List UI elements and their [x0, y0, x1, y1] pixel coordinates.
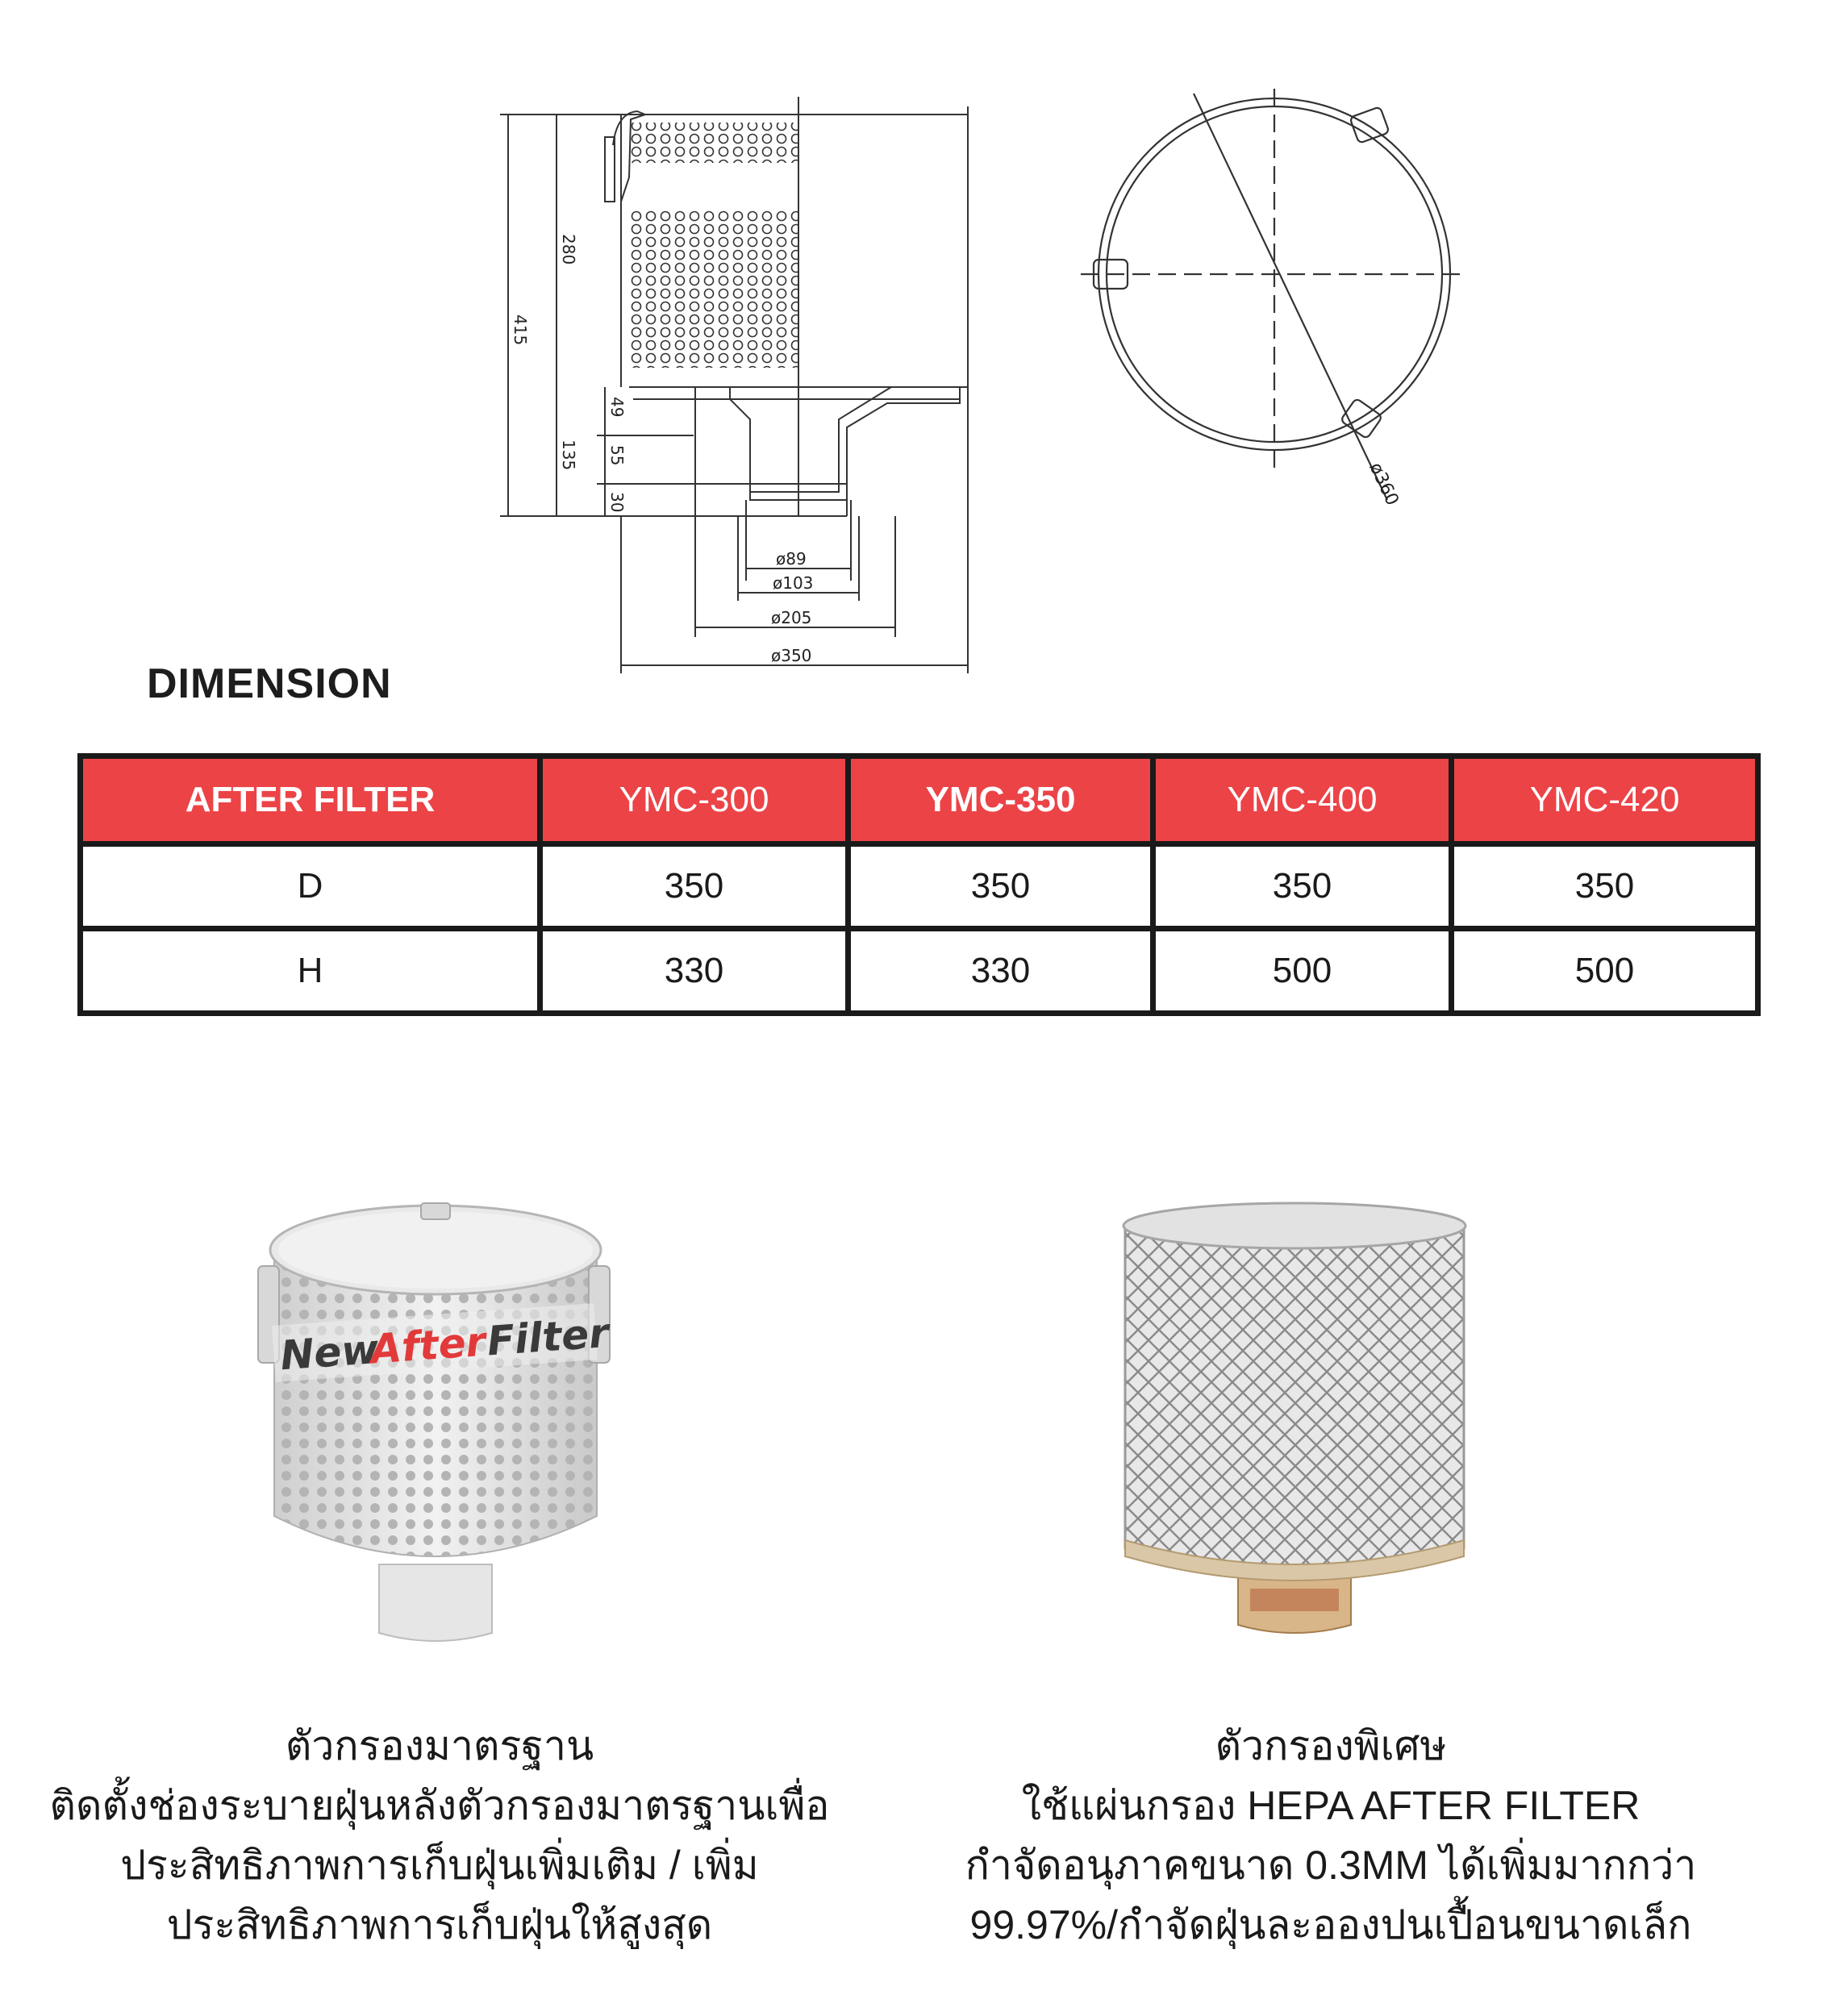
dim-height-total: 415 [511, 314, 530, 346]
dim-dia-205: ø205 [771, 608, 812, 627]
header-ymc-400: YMC-400 [1153, 756, 1452, 844]
standard-filter-image [242, 1193, 629, 1661]
logo-new: New [278, 1325, 381, 1380]
caption-line: ใช้แผ่นกรอง HEPA AFTER FILTER [1021, 1783, 1640, 1828]
dim-seg2: 55 [607, 445, 627, 466]
table-row [81, 929, 1758, 1014]
caption-line: กำจัดอนุภาคขนาด 0.3MM ได้เพิ่มมากกว่า [965, 1843, 1697, 1888]
dim-dia-103: ø103 [773, 573, 814, 593]
table-row [81, 844, 1758, 929]
hepa-filter-caption [903, 1716, 1758, 1955]
row-label-d: D [81, 844, 540, 929]
caption-line: ประสิทธิภาพการเก็บฝุ่นให้สูงสุด [166, 1902, 713, 1947]
header-after-filter: AFTER FILTER [81, 756, 540, 844]
table-cell: 350 [1452, 844, 1758, 929]
table-cell: 500 [1452, 929, 1758, 1014]
caption-line: ตัวกรองมาตรฐาน [285, 1723, 594, 1768]
header-ymc-300: YMC-300 [540, 756, 848, 844]
dim-dia-350: ø350 [771, 646, 812, 665]
table-cell: 330 [848, 929, 1153, 1014]
table-header-row [81, 756, 1758, 844]
side-elevation-drawing [484, 81, 1000, 677]
dim-height-body: 280 [559, 234, 578, 265]
logo-after: After [369, 1318, 487, 1373]
dim-seg1: 49 [607, 397, 627, 418]
caption-line: ตัวกรองพิเศษ [1215, 1723, 1447, 1768]
logo-filter: Filter [485, 1310, 611, 1365]
dim-height-base: 135 [559, 439, 578, 471]
caption-line: ประสิทธิภาพการเก็บฝุ่นเพิ่มเติม / เพิ่ม [120, 1843, 759, 1888]
dim-seg3: 30 [607, 492, 627, 513]
caption-line: ติดตั้งช่องระบายฝุ่นหลังตัวกรองมาตรฐานเพื่อ [49, 1783, 830, 1828]
dim-dia-89: ø89 [776, 549, 807, 569]
table-cell: 350 [1153, 844, 1452, 929]
table-cell: 500 [1153, 929, 1452, 1014]
row-label-h: H [81, 929, 540, 1014]
dim-dia-360: ø360 [1365, 459, 1403, 509]
section-title: DIMENSION [147, 660, 392, 707]
header-ymc-420: YMC-420 [1452, 756, 1758, 844]
caption-line: 99.97%/กำจัดฝุ่นละอองปนเปื้อนขนาดเล็ก [969, 1902, 1692, 1947]
table-cell: 330 [540, 929, 848, 1014]
table-cell: 350 [848, 844, 1153, 929]
standard-filter-caption [24, 1716, 855, 1955]
top-view-drawing [1065, 81, 1484, 516]
header-ymc-350: YMC-350 [848, 756, 1153, 844]
table-cell: 350 [540, 844, 848, 929]
dimension-table [77, 753, 1761, 1016]
hepa-filter-image [1117, 1193, 1472, 1645]
